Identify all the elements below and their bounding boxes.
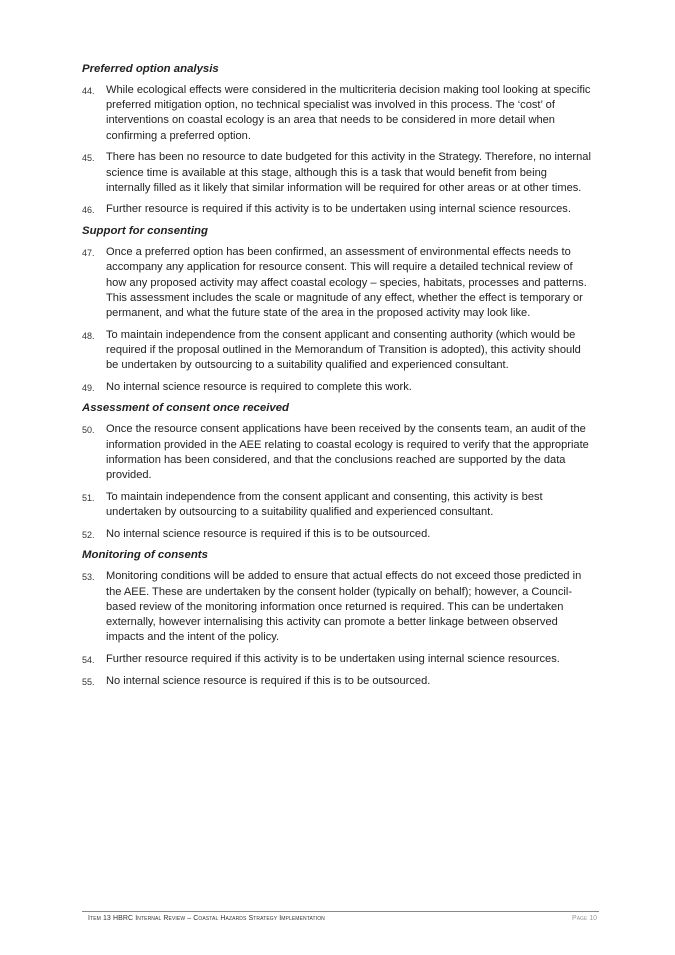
numbered-paragraph — [82, 652, 592, 667]
paragraph-number: 54. — [82, 654, 95, 665]
paragraph-number: 44. — [82, 86, 95, 96]
paragraph-text: Once the resource consent applications have been received by the consents team, an audit of the information provided in the AEE relating to coastal ecology is required to verify that the appropriate information has been considered, and that the conclusions reached are supported by the data provided. — [106, 423, 589, 482]
paragraph-number: 52. — [82, 529, 95, 540]
paragraph-text: Once a preferred option has been confirmed, an assessment of environmental effects needs to accompany any application for resource consent. This will require a detailed technical review of how any proposed activity may affect coastal ecology – species, habitats, processes and patterns. This assessment includes the scale or magnitude of any effect, whether the effect is temporary or permanent, and what the future state of the area in the proposed activity may look like. — [106, 246, 587, 319]
paragraph-text: Further resource required if this activity is to be undertaken using internal science resources. — [106, 652, 560, 665]
numbered-paragraph — [82, 490, 592, 520]
paragraph-text: To maintain independence from the consent applicant and consenting authority (which would be required if the proposal outlined in the Memorandum of Transition is adopted), this activity should be undertaken by outsourcing to a suitability qualified and experienced consultant. — [106, 328, 581, 372]
section-assessment-of-consent — [82, 401, 592, 541]
numbered-paragraph — [82, 245, 592, 321]
section-heading: Preferred option analysis — [82, 63, 219, 75]
paragraph-text: There has been no resource to date budgeted for this activity in the Strategy. Therefore, no internal science time is available at this stage, although this is a task that would benefit from being internally filled as it likely that similar information will be required for other areas or at other times. — [106, 151, 591, 194]
numbered-paragraph — [82, 380, 592, 395]
numbered-paragraph — [82, 83, 592, 144]
numbered-paragraph — [82, 569, 592, 645]
section-support-for-consenting — [82, 224, 592, 395]
paragraph-number: 49. — [82, 382, 95, 393]
paragraph-text: Further resource is required if this activity is to be undertaken using internal science resources. — [106, 203, 571, 216]
paragraph-number: 51. — [82, 492, 95, 503]
paragraph-text: No internal science resource is required if this is to be outsourced. — [106, 527, 431, 540]
section-heading: Monitoring of consents — [82, 549, 208, 562]
page-footer — [82, 911, 599, 922]
document-body — [82, 62, 592, 695]
paragraph-text: Monitoring conditions will be added to ensure that actual effects do not exceed those predicted in the AEE. These are undertaken by the consent holder (typically on behalf); however, a Council-based review of the monitoring information once returned is required. This can be undertaken externally, however internalising this activity can promote a better linkage between observed impacts and the intent of the policy. — [106, 570, 582, 644]
section-heading: Assessment of consent once received — [82, 402, 290, 415]
paragraph-number: 55. — [82, 676, 95, 687]
section-preferred-option-analysis — [82, 62, 592, 218]
numbered-paragraph — [82, 328, 592, 374]
paragraph-number: 50. — [82, 425, 95, 436]
numbered-paragraph — [82, 150, 592, 196]
paragraph-text: To maintain independence from the consent applicant and consenting, this activity is best undertaken by outsourcing to a suitability qualified and experienced consultant. — [106, 490, 543, 518]
paragraph-text: No internal science resource is required to complete this work. — [106, 380, 412, 393]
paragraph-number: 53. — [82, 572, 95, 583]
section-monitoring-of-consents — [82, 548, 592, 688]
numbered-paragraph — [82, 202, 592, 217]
numbered-paragraph — [82, 674, 592, 689]
section-heading: Support for consenting — [82, 225, 208, 238]
paragraph-number: 48. — [82, 330, 95, 341]
paragraph-text: No internal science resource is required if this is to be outsourced. — [106, 674, 431, 687]
paragraph-number: 47. — [82, 248, 95, 259]
paragraph-number: 45. — [82, 153, 95, 164]
numbered-paragraph — [82, 527, 592, 542]
footer-document-title: Item 13 HBRC Internal Review – Coastal Hazards Strategy Implementation — [88, 915, 325, 922]
numbered-paragraph — [82, 422, 592, 483]
paragraph-number: 46. — [82, 205, 95, 216]
paragraph-text: While ecological effects were considered in the multicriteria decision making tool looking at specific preferred mitigation option, no technical specialist was involved in this process. The ‘cost’ of interventions on coastal ecology is an area that needs to be considered in more detail when confirming a preferred option. — [106, 84, 591, 142]
footer-page-number: Page 10 — [572, 915, 597, 922]
